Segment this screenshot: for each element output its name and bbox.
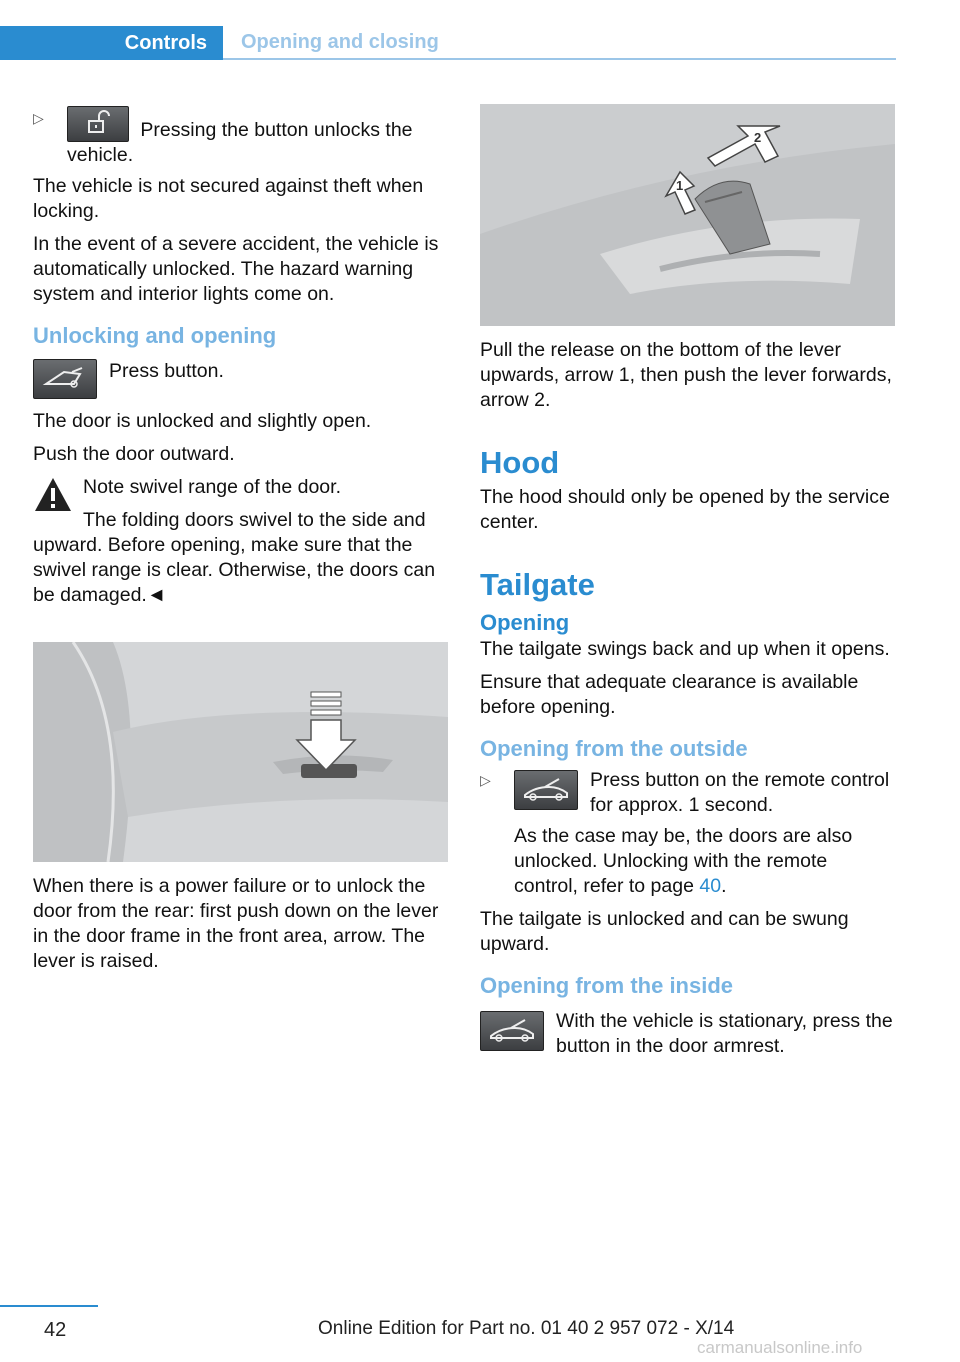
- unlock-button-icon: [67, 106, 129, 142]
- bullet-unlock-text: Pressing the button unlocks the vehicle.: [67, 119, 413, 166]
- bullet-remote-text: Press button on the remote control for approx. 1 second.: [590, 769, 890, 816]
- watermark: carmanualsonline.info: [697, 1338, 863, 1357]
- release-lever-illustration: [480, 104, 895, 326]
- arrow-1-label: 1: [676, 178, 684, 193]
- heading-hood: Hood: [480, 445, 560, 480]
- paragraph-case-may-be: As the case may be, the doors are also unlocked. Unlocking with the remote control, refer to page 40.: [514, 825, 853, 897]
- heading-opening-outside: Opening from the outside: [480, 736, 748, 761]
- press-button-text: Press button.: [109, 360, 224, 382]
- paragraph-door-unlocked: The door is unlocked and slightly open.: [33, 410, 372, 432]
- heading-opening-inside: Opening from the inside: [480, 973, 734, 998]
- warning-text-continued: upward. Before opening, make sure that the swivel range is clear. Otherwise, the doors can be damaged.◄: [33, 534, 436, 606]
- paragraph-clearance: Ensure that adequate clearance is available before opening.: [480, 671, 859, 718]
- header-section-title: Opening and closing: [223, 26, 896, 60]
- page-reference-link[interactable]: 40: [699, 875, 722, 897]
- header-tab-controls: Controls: [0, 26, 223, 60]
- warning-triangle-icon: [33, 475, 83, 533]
- paragraph-not-secured: The vehicle is not secured against theft when locking.: [33, 175, 424, 222]
- heading-tailgate: Tailgate: [480, 567, 595, 602]
- paragraph-tailgate-unlocked: The tailgate is unlocked and can be swung upward.: [480, 908, 849, 955]
- heading-unlocking-opening: Unlocking and opening: [33, 323, 277, 348]
- left-column: [33, 106, 449, 982]
- bullet-triangle-icon: ▷: [480, 772, 491, 788]
- door-open-button-icon: [33, 359, 97, 399]
- arrow-2-label: 2: [754, 130, 762, 145]
- paragraph-pull-release: Pull the release on the bottom of the lever upwards, arrow 1, then push the lever forwards, arrow 2.: [480, 339, 892, 411]
- warning-title: Note swivel range of the door.: [83, 476, 341, 498]
- heading-opening: Opening: [480, 610, 570, 635]
- paragraph-push-door: Push the door outward.: [33, 443, 235, 465]
- paragraph-tailgate-swings: The tailgate swings back and up when it opens.: [480, 638, 890, 660]
- armrest-tailgate-button-icon: [480, 1011, 544, 1051]
- paragraph-accident: In the event of a severe accident, the vehicle is automatically unlocked. The hazard warning system and interior lights come on.: [33, 233, 439, 305]
- remote-tailgate-button-icon: [514, 770, 578, 810]
- right-column: [480, 104, 896, 1059]
- paragraph-power-failure: When there is a power failure or to unlock the door from the rear: first push down on the lever in the door frame in the front area, arrow. The lever is raised.: [33, 875, 439, 972]
- footer-divider: [0, 1305, 98, 1307]
- bullet-triangle-icon: ▷: [33, 110, 44, 126]
- running-header: [0, 26, 896, 60]
- page-number: 42: [44, 1319, 67, 1341]
- warning-text-line1: The folding doors swivel to the side and: [83, 509, 426, 531]
- door-frame-lever-illustration: [33, 642, 448, 862]
- edition-line: Online Edition for Part no. 01 40 2 957 072 - X/14: [318, 1318, 735, 1339]
- paragraph-hood: The hood should only be opened by the service center.: [480, 486, 890, 533]
- paragraph-inside-text: With the vehicle is stationary, press the button in the door armrest.: [556, 1010, 893, 1057]
